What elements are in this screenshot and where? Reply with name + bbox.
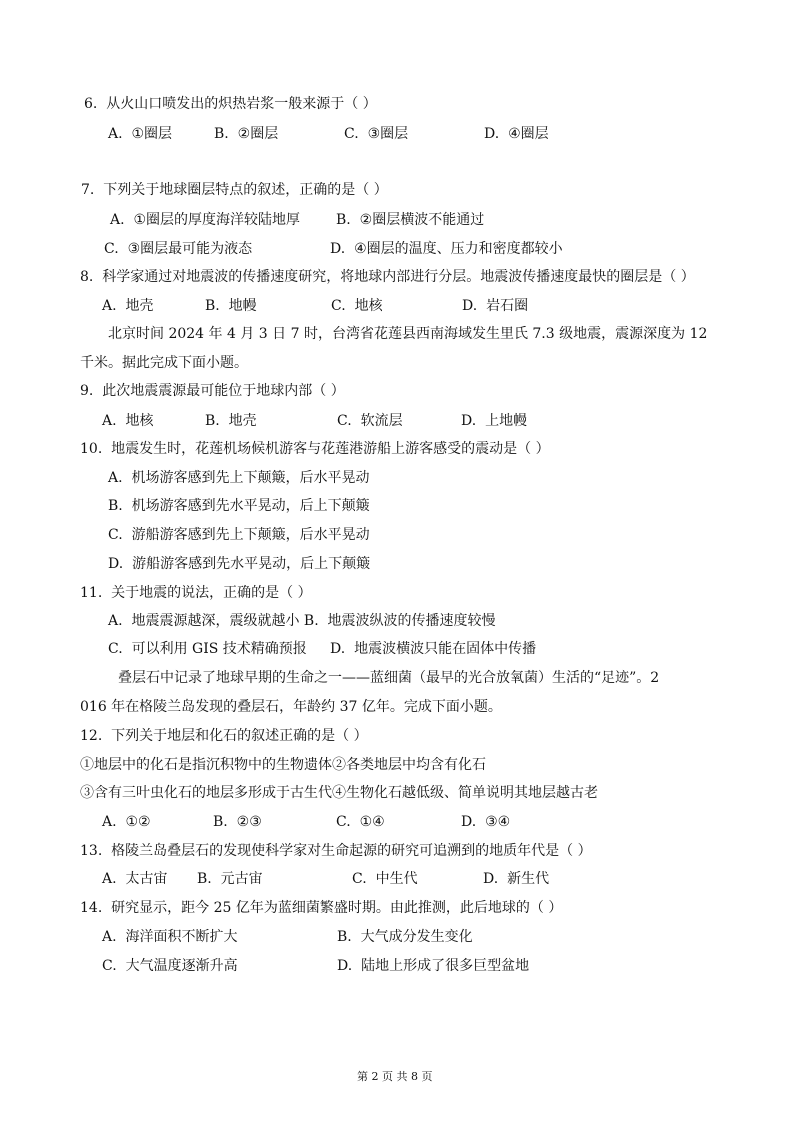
question-7-stem: 7. 下列关于地球圈层特点的叙述，正确的是（ ） (81, 182, 388, 198)
question-7-option-a: A. ①圈层的厚度海洋较陆地厚 (110, 212, 301, 228)
passage-1-line-2: 千米。据此完成下面小题。 (80, 355, 248, 371)
question-6-option-a: A. ①圈层 (108, 126, 173, 142)
question-10-option-a: A. 机场游客感到先上下颠簸，后水平晃动 (108, 470, 370, 486)
passage-2-line-1: 叠层石中记录了地球早期的生命之一——蓝细菌（最早的光合放氧菌）生活的“足迹”。2 (118, 670, 660, 686)
question-12-option-b: B. ②③ (213, 814, 262, 830)
question-8-option-b: B. 地幔 (205, 298, 257, 314)
question-9-stem: 9. 此次地震震源最可能位于地球内部（ ） (80, 383, 345, 399)
question-10-stem: 10. 地震发生时，花莲机场候机游客与花莲港游船上游客感受的震动是（ ） (80, 441, 550, 457)
question-8-stem: 8. 科学家通过对地震波的传播速度研究，将地球内部进行分层。地震波传播速度最快的圈层是（ ） (80, 269, 695, 285)
passage-2-line-2: 016 年在格陵兰岛发现的叠层石，年龄约 37 亿年。完成下面小题。 (80, 699, 502, 715)
question-11-stem: 11. 关于地震的说法，正确的是（ ） (80, 585, 312, 601)
question-13-option-b: B. 元古宙 (197, 871, 263, 887)
question-14-option-b: B. 大气成分发生变化 (337, 929, 473, 945)
question-13-option-d: D. 新生代 (483, 871, 550, 887)
question-14-option-a: A. 海洋面积不断扩大 (102, 929, 238, 945)
question-8-option-d: D. 岩石圈 (462, 298, 529, 314)
question-12-statements-2: ③含有三叶虫化石的地层多形成于古生代④生物化石越低级、简单说明其地层越古老 (80, 785, 598, 801)
question-12-statements-1: ①地层中的化石是指沉积物中的生物遗体②各类地层中均含有化石 (80, 757, 486, 773)
question-9-option-b: B. 地壳 (205, 413, 257, 429)
question-12-option-d: D. ③④ (461, 814, 511, 830)
question-13-stem: 13. 格陵兰岛叠层石的发现使科学家对生命起源的研究可追溯到的地质年代是（ ） (80, 843, 592, 859)
question-10-option-d: D. 游船游客感到先水平晃动，后上下颠簸 (108, 556, 371, 572)
question-6-stem: 6. 从火山口喷发出的炽热岩浆一般来源于（ ） (84, 96, 377, 112)
question-9-option-a: A. 地核 (102, 413, 154, 429)
question-9-option-c: C. 软流层 (337, 413, 403, 429)
question-7-option-d: D. ④圈层的温度、压力和密度都较小 (330, 241, 563, 257)
question-7-option-c: C. ③圈层最可能为液态 (104, 241, 253, 257)
question-6-option-b: B. ②圈层 (214, 126, 279, 142)
question-10-option-b: B. 机场游客感到先水平晃动，后上下颠簸 (108, 498, 370, 514)
question-14-option-c: C. 大气温度逐渐升高 (102, 958, 238, 974)
question-11-option-c: C. 可以利用 GIS 技术精确预报 (108, 641, 307, 657)
question-9-option-d: D. 上地幔 (461, 413, 528, 429)
question-13-option-a: A. 太古宙 (102, 871, 168, 887)
question-8-option-a: A. 地壳 (102, 298, 154, 314)
question-14-stem: 14. 研究显示，距今 25 亿年为蓝细菌繁盛时期。由此推测，此后地球的（ ） (80, 900, 563, 916)
question-8-option-c: C. 地核 (331, 298, 383, 314)
question-12-option-a: A. ①② (102, 814, 151, 830)
page-number-footer: 第 2 页 共 8 页 (357, 1070, 433, 1083)
passage-1-line-1: 北京时间 2024 年 4 月 3 日 7 时，台湾省花莲县西南海域发生里氏 7.3 级地震，震源深度为 12 (108, 326, 708, 342)
question-6-option-c: C. ③圈层 (344, 126, 409, 142)
question-7-option-b: B. ②圈层横波不能通过 (336, 212, 485, 228)
question-6-option-d: D. ④圈层 (484, 126, 549, 142)
question-12-option-c: C. ①④ (336, 814, 385, 830)
question-11-option-a-b: A. 地震震源越深，震级就越小 B. 地震波纵波的传播速度较慢 (108, 613, 496, 629)
question-10-option-c: C. 游船游客感到先上下颠簸，后水平晃动 (108, 527, 370, 543)
question-11-option-d: D. 地震波横波只能在固体中传播 (330, 641, 537, 657)
question-13-option-c: C. 中生代 (352, 871, 418, 887)
question-14-option-d: D. 陆地上形成了很多巨型盆地 (337, 958, 530, 974)
question-12-stem: 12. 下列关于地层和化石的叙述正确的是（ ） (80, 728, 368, 744)
